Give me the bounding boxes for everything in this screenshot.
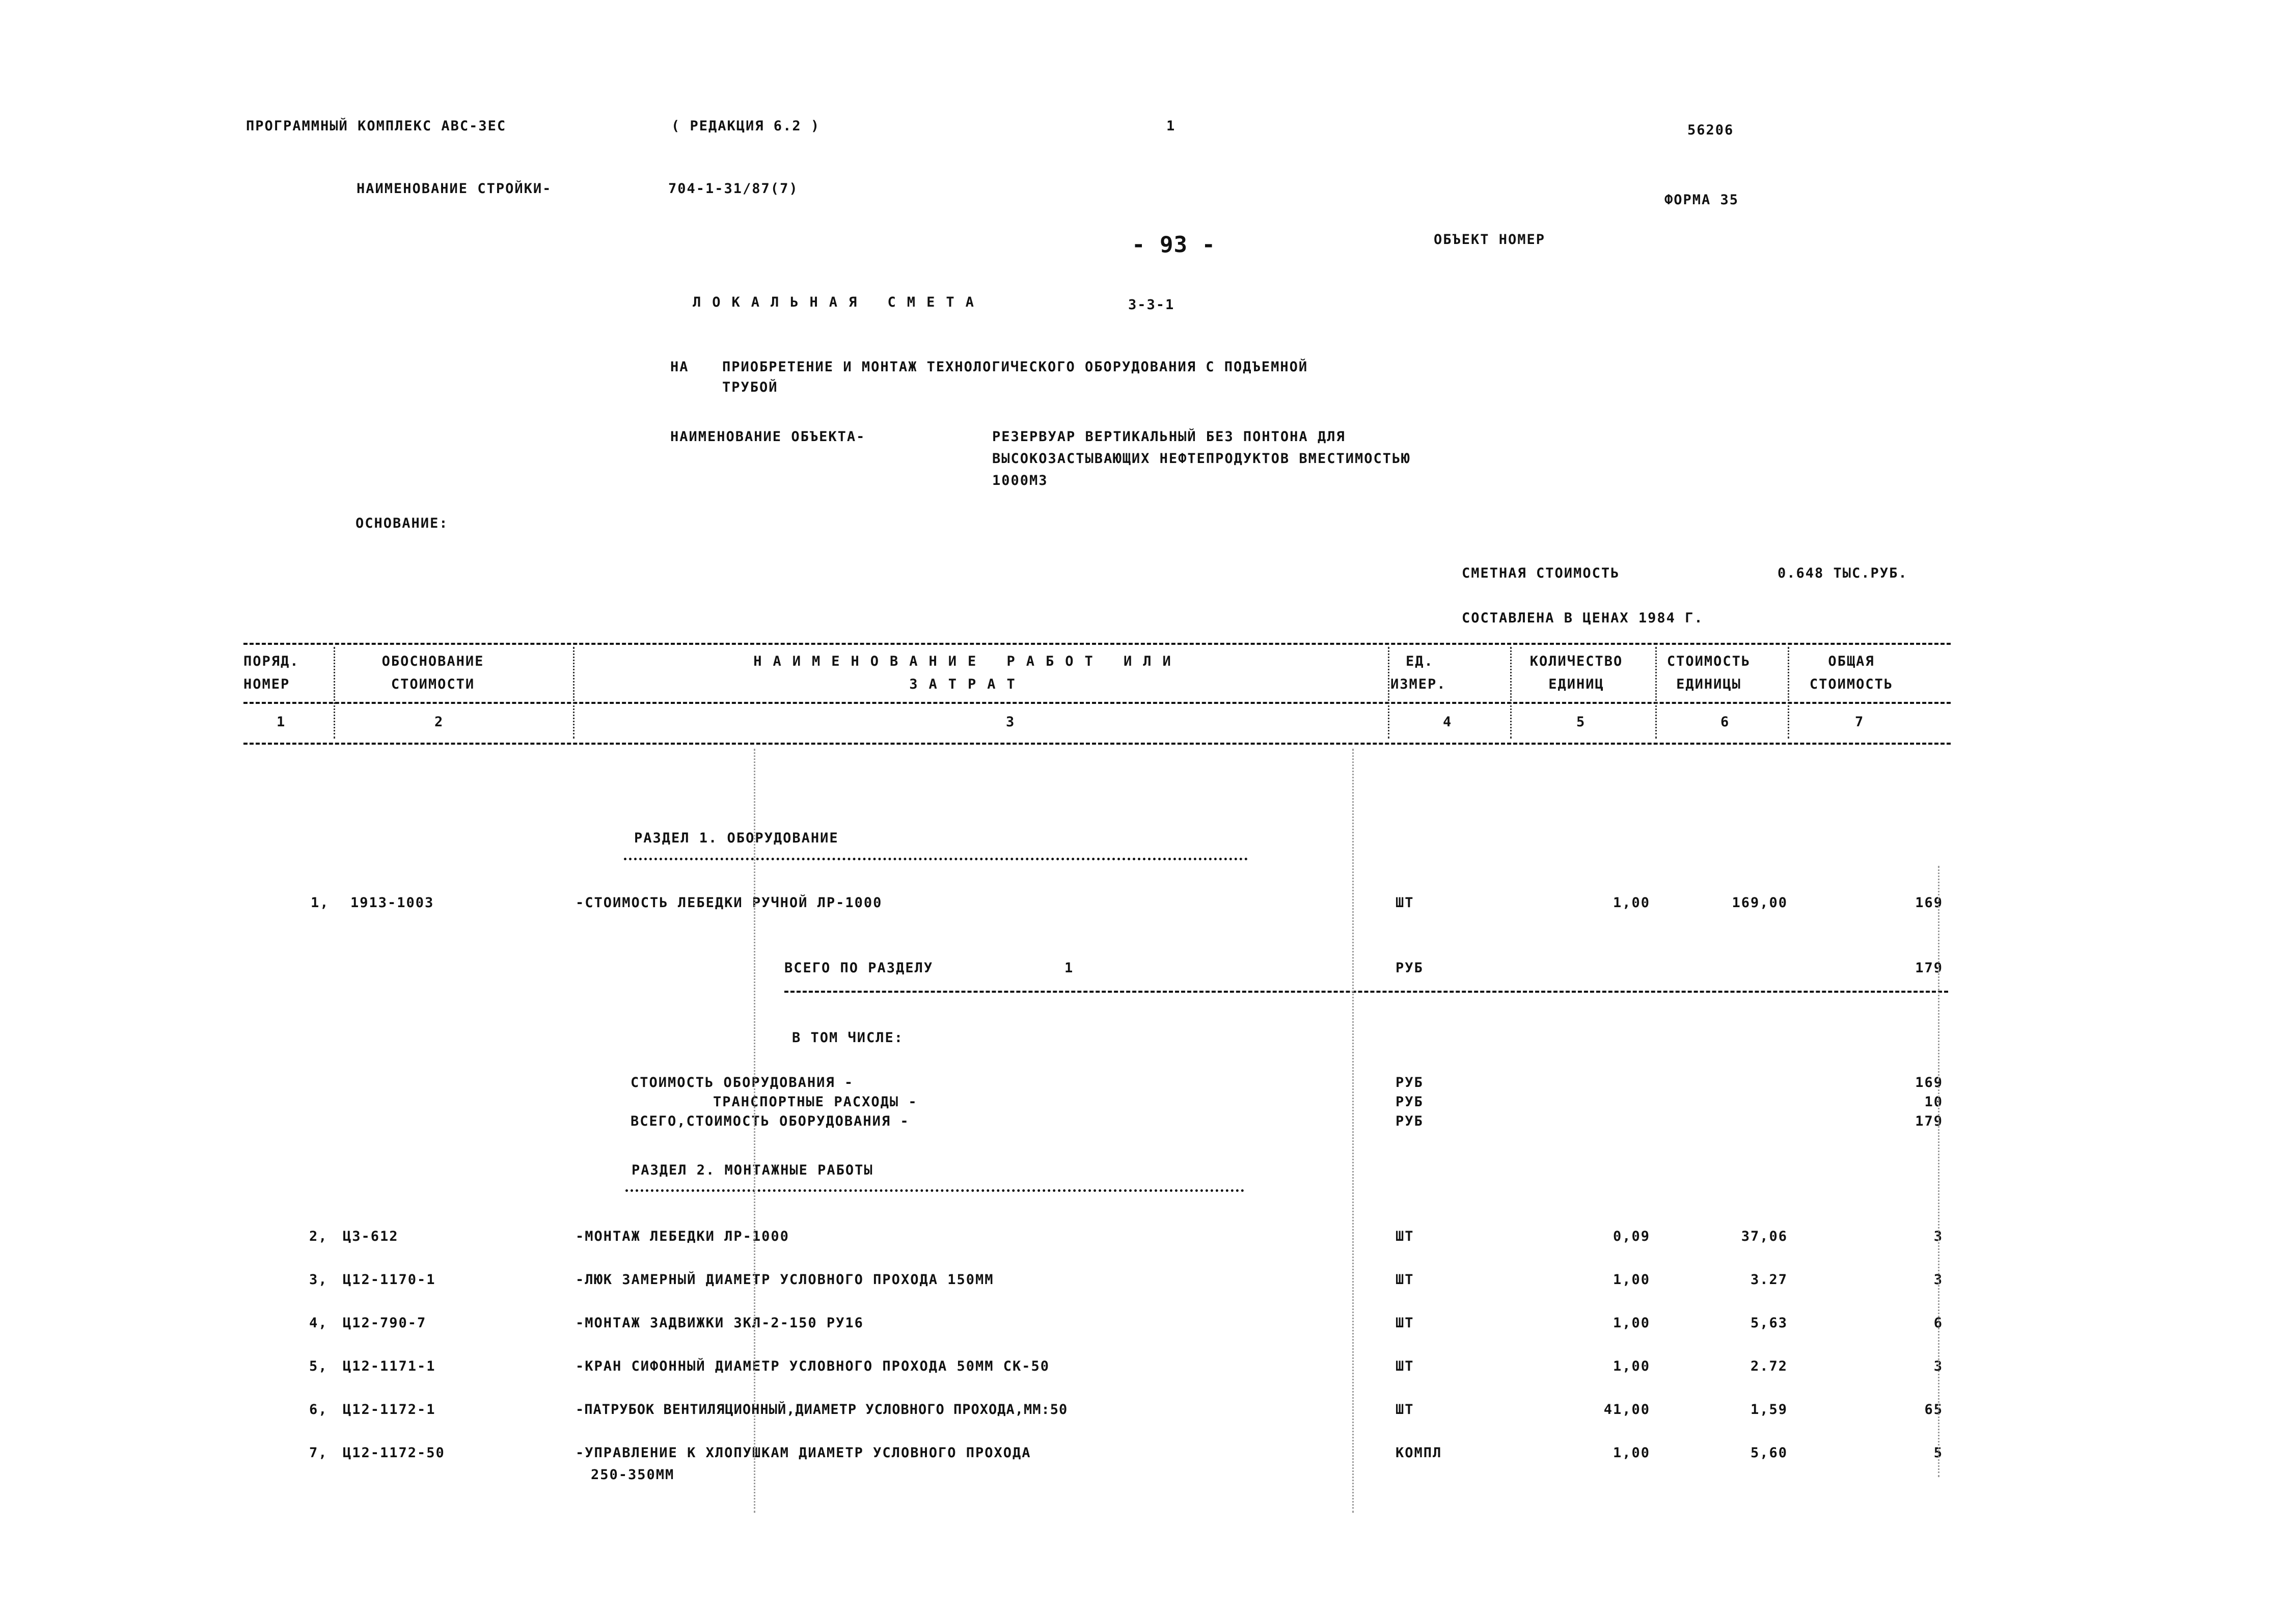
header-col1-line2: НОМЕР <box>243 676 290 692</box>
row-qty: 41,00 <box>1603 1402 1650 1418</box>
purpose-line-2: ТРУБОЙ <box>722 379 778 395</box>
object-number-label: ОБЪЕКТ НОМЕР <box>1434 232 1546 248</box>
row-no: 6, <box>309 1402 328 1418</box>
row-price: 1,59 <box>1750 1402 1788 1418</box>
line-name-label: НАИМЕНОВАНИЕ СТРОЙКИ- <box>357 181 552 197</box>
row-1-basis: 1913-1003 <box>350 895 434 911</box>
col-num-5: 5 <box>1576 714 1586 730</box>
header-col3-line1: НАИМЕНОВАНИЕ РАБОТ ИЛИ <box>753 653 1182 669</box>
row-name: -КРАН СИФОННЫЙ ДИАМЕТР УСЛОВНОГО ПРОХОДА 50ММ СК-50 <box>576 1358 1050 1374</box>
col-num-4: 4 <box>1443 714 1453 730</box>
section-2-title: РАЗДЕЛ 2. МОНТАЖНЫЕ РАБОТЫ <box>632 1162 873 1178</box>
basis-label: ОСНОВАНИЕ: <box>356 515 449 531</box>
row-basis: Ц3-612 <box>343 1229 399 1244</box>
estimated-cost-value: 0.648 ТЫС.РУБ. <box>1778 565 1908 581</box>
row-unit: ШТ <box>1396 1229 1414 1244</box>
col-num-3: 3 <box>1006 714 1016 730</box>
section-1-total-rule <box>784 991 1948 993</box>
row-qty: 1,00 <box>1612 1358 1650 1374</box>
row-unit: ШТ <box>1396 1315 1414 1331</box>
row-no: 3, <box>309 1272 328 1288</box>
row-no: 7, <box>309 1445 328 1461</box>
prices-note: СОСТАВЛЕНА В ЦЕНАХ 1984 Г. <box>1462 610 1704 626</box>
line-name-value: 704-1-31/87(7) <box>668 181 799 197</box>
row-total: 3 <box>1933 1358 1943 1374</box>
header-col7-line2: СТОИМОСТЬ <box>1809 676 1894 692</box>
row-1-total: 169 <box>1915 895 1943 911</box>
including-label: В ТОМ ЧИСЛЕ: <box>792 1030 904 1046</box>
sheet-mark: 1 <box>1166 118 1176 134</box>
purpose-prefix: НА <box>670 359 689 375</box>
col-num-7: 7 <box>1855 714 1865 730</box>
header-col7-line1: ОБЩАЯ <box>1828 653 1875 669</box>
row-price: 37,06 <box>1741 1229 1788 1244</box>
row-name: -ЛЮК ЗАМЕРНЫЙ ДИАМЕТР УСЛОВНОГО ПРОХОДА 150ММ <box>576 1272 994 1288</box>
object-line-2: ВЫСОКОЗАСТЫВАЮЩИХ НЕФТЕПРОДУКТОВ ВМЕСТИМОСТЬЮ <box>992 451 1411 467</box>
row-1-price: 169,00 <box>1732 895 1788 911</box>
row-unit: ШТ <box>1396 1272 1414 1288</box>
col-num-2: 2 <box>434 714 444 730</box>
document-code: 56206 <box>1687 122 1734 138</box>
row-unit: ШТ <box>1396 1402 1414 1418</box>
row-qty: 1,00 <box>1612 1315 1650 1331</box>
col-separator <box>1388 647 1389 739</box>
equipment-cost-value: 169 <box>1915 1075 1943 1091</box>
col-separator <box>573 647 575 739</box>
row-basis: Ц12-1172-50 <box>343 1445 445 1461</box>
row-total: 3 <box>1933 1272 1943 1288</box>
header-col5-line2: ЕДИНИЦ <box>1548 676 1604 692</box>
col-separator <box>1655 647 1657 739</box>
object-line-3: 1000М3 <box>992 473 1048 488</box>
row-name: -УПРАВЛЕНИЕ К ХЛОПУШКАМ ДИАМЕТР УСЛОВНОГО ПРОХОДА <box>576 1445 1031 1461</box>
row-price: 5,63 <box>1750 1315 1788 1331</box>
section-1-total-unit: РУБ <box>1396 960 1424 976</box>
row-unit: КОМПЛ <box>1396 1445 1442 1461</box>
page-number: - 93 - <box>1132 232 1216 258</box>
equipment-total-value: 179 <box>1915 1113 1943 1129</box>
header-col2-line2: СТОИМОСТИ <box>391 676 475 692</box>
column-guide <box>1938 866 1939 1477</box>
row-1-unit: ШТ <box>1396 895 1414 911</box>
equipment-total-label: ВСЕГО,СТОИМОСТЬ ОБОРУДОВАНИЯ - <box>631 1113 910 1129</box>
equipment-cost-unit: РУБ <box>1396 1075 1424 1091</box>
row-total: 6 <box>1933 1315 1943 1331</box>
col-num-6: 6 <box>1720 714 1730 730</box>
section-1-underline <box>624 858 1248 860</box>
column-guide <box>754 749 755 1513</box>
section-2-underline <box>625 1189 1244 1192</box>
row-total: 65 <box>1924 1402 1943 1418</box>
header-col4-line1: ЕД. <box>1406 653 1434 669</box>
section-1-total-label: ВСЕГО ПО РАЗДЕЛУ <box>784 960 934 976</box>
header-col2-line1: ОБОСНОВАНИЕ <box>381 653 484 669</box>
row-1-qty: 1,00 <box>1612 895 1650 911</box>
row-total: 3 <box>1933 1229 1943 1244</box>
row-1-no: 1, <box>311 895 330 911</box>
table-header-mid-rule <box>243 702 1951 704</box>
header-col6-line1: СТОИМОСТЬ <box>1666 653 1751 669</box>
row-name-continued: 250-350ММ <box>591 1467 675 1483</box>
row-price: 3.27 <box>1750 1272 1788 1288</box>
row-price: 5,60 <box>1750 1445 1788 1461</box>
row-qty: 1,00 <box>1612 1272 1650 1288</box>
equipment-total-unit: РУБ <box>1396 1113 1424 1129</box>
program-name: ПРОГРАММНЫЙ КОМПЛЕКС АВС-3ЕС <box>246 118 507 134</box>
object-label: НАИМЕНОВАНИЕ ОБЪЕКТА- <box>670 429 866 445</box>
estimate-heading: ЛОКАЛЬНАЯ СМЕТА <box>693 294 985 310</box>
row-name: -МОНТАЖ ЛЕБЕДКИ ЛР-1000 <box>576 1229 789 1244</box>
col-separator <box>1510 647 1512 739</box>
row-no: 5, <box>309 1358 328 1374</box>
row-name: -ПАТРУБОК ВЕНТИЛЯЦИОННЫЙ,ДИАМЕТР УСЛОВНОГО ПРОХОДА,ММ:50 <box>576 1402 1068 1418</box>
col-separator <box>1788 647 1789 739</box>
object-line-1: РЕЗЕРВУАР ВЕРТИКАЛЬНЫЙ БЕЗ ПОНТОНА ДЛЯ <box>992 429 1346 445</box>
row-no: 2, <box>309 1229 328 1244</box>
row-basis: Ц12-1170-1 <box>343 1272 436 1288</box>
section-1-total-value: 179 <box>1915 960 1943 976</box>
col-num-1: 1 <box>277 714 286 730</box>
col-separator <box>334 647 335 739</box>
section-1-total-num: 1 <box>1064 960 1074 976</box>
row-price: 2.72 <box>1750 1358 1788 1374</box>
row-basis: Ц12-790-7 <box>343 1315 427 1331</box>
estimate-number: 3-3-1 <box>1128 297 1175 313</box>
header-col6-line2: ЕДИНИЦЫ <box>1676 676 1741 692</box>
row-qty: 0,09 <box>1612 1229 1650 1244</box>
transport-value: 10 <box>1924 1094 1943 1110</box>
estimated-cost-label: СМЕТНАЯ СТОИМОСТЬ <box>1462 565 1620 581</box>
header-col5-line1: КОЛИЧЕСТВО <box>1529 653 1623 669</box>
section-1-title: РАЗДЕЛ 1. ОБОРУДОВАНИЕ <box>634 830 839 846</box>
row-total: 5 <box>1933 1445 1943 1461</box>
equipment-cost-label: СТОИМОСТЬ ОБОРУДОВАНИЯ - <box>631 1075 854 1091</box>
transport-unit: РУБ <box>1396 1094 1424 1110</box>
header-col1-line1: ПОРЯД. <box>243 653 299 669</box>
transport-label: ТРАНСПОРТНЫЕ РАСХОДЫ - <box>713 1094 918 1110</box>
row-1-name: -СТОИМОСТЬ ЛЕБЕДКИ РУЧНОЙ ЛР-1000 <box>576 895 883 911</box>
row-basis: Ц12-1172-1 <box>343 1402 436 1418</box>
program-edition: ( РЕДАКЦИЯ 6.2 ) <box>671 118 821 134</box>
row-no: 4, <box>309 1315 328 1331</box>
form-number: ФОРМА 35 <box>1664 192 1739 208</box>
row-basis: Ц12-1171-1 <box>343 1358 436 1374</box>
row-name: -МОНТАЖ ЗАДВИЖКИ ЗКЛ-2-150 РУ16 <box>576 1315 864 1331</box>
header-col4-line2: ИЗМЕР. <box>1390 676 1446 692</box>
table-top-rule <box>243 643 1951 645</box>
header-col3-line2: ЗАТРАТ <box>909 676 1026 692</box>
purpose-line-1: ПРИОБРЕТЕНИЕ И МОНТАЖ ТЕХНОЛОГИЧЕСКОГО ОБОРУДОВАНИЯ С ПОДЪЕМНОЙ <box>722 359 1308 375</box>
column-guide <box>1352 749 1354 1513</box>
table-header-bottom-rule <box>243 743 1951 745</box>
row-unit: ШТ <box>1396 1358 1414 1374</box>
row-qty: 1,00 <box>1612 1445 1650 1461</box>
